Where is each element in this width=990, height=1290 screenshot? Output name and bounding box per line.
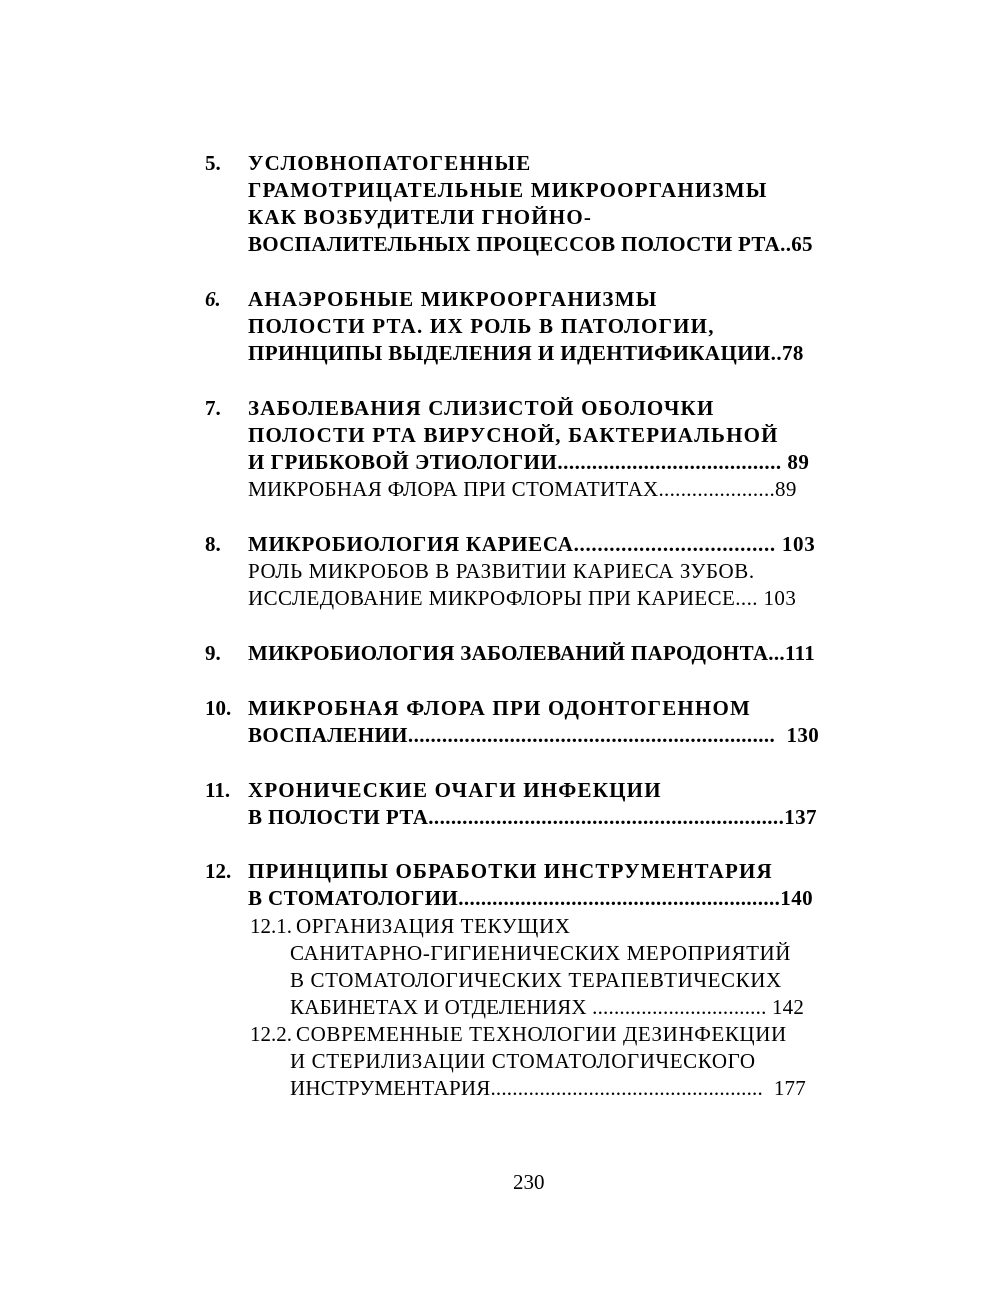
- entry-number: 9.: [205, 641, 221, 665]
- entry-title-line: МИКРОБНАЯ ФЛОРА ПРИ ОДОНТОГЕННОМ: [248, 696, 752, 720]
- subsection-title-line: ОРГАНИЗАЦИЯ ТЕКУЩИХ: [296, 914, 571, 938]
- entry-title-line: ПРИНЦИПЫ ОБРАБОТКИ ИНСТРУМЕНТАРИЯ: [248, 859, 773, 883]
- entry-number: 12.: [205, 859, 232, 883]
- subsection-title-line: ИНСТРУМЕНТАРИЯ.................................................. 177: [290, 1076, 806, 1100]
- entry-number: 8.: [205, 532, 221, 556]
- subsection-title-line: И СТЕРИЛИЗАЦИИ СТОМАТОЛОГИЧЕСКОГО: [290, 1049, 756, 1073]
- subsection-title-line: СОВРЕМЕННЫЕ ТЕХНОЛОГИИ ДЕЗИНФЕКЦИИ: [296, 1022, 787, 1046]
- entry-subtitle-line: ИССЛЕДОВАНИЕ МИКРОФЛОРЫ ПРИ КАРИЕСЕ.... 103: [248, 586, 797, 610]
- subsection-number: 12.2.: [250, 1022, 292, 1046]
- subsection-title-line: САНИТАРНО-ГИГИЕНИЧЕСКИХ МЕРОПРИЯТИЙ: [290, 941, 792, 965]
- entry-title-line: В ПОЛОСТИ РТА...............................................................137: [248, 805, 817, 829]
- entry-title-line: УСЛОВНОПАТОГЕННЫЕ: [248, 151, 532, 175]
- entry-number: 5.: [205, 151, 221, 175]
- entry-title-line: ПРИНЦИПЫ ВЫДЕЛЕНИЯ И ИДЕНТИФИКАЦИИ..78: [248, 341, 804, 365]
- entry-title-line: ПОЛОСТИ РТА. ИХ РОЛЬ В ПАТОЛОГИИ,: [248, 314, 715, 338]
- entry-subtitle-line: МИКРОБНАЯ ФЛОРА ПРИ СТОМАТИТАХ.....................89: [248, 477, 797, 501]
- page-number: 230: [513, 1170, 545, 1194]
- entry-title-line: КАК ВОЗБУДИТЕЛИ ГНОЙНО-: [248, 205, 593, 229]
- entry-title-line: ВОСПАЛЕНИИ................................................................. 130: [248, 723, 820, 747]
- entry-title-line: АНАЭРОБНЫЕ МИКРООРГАНИЗМЫ: [248, 287, 658, 311]
- entry-title-line: МИКРОБИОЛОГИЯ КАРИЕСА.................................. 103: [248, 532, 816, 556]
- entry-title-line: ПОЛОСТИ РТА ВИРУСНОЙ, БАКТЕРИАЛЬНОЙ: [248, 423, 779, 447]
- subsection-title-line: КАБИНЕТАХ И ОТДЕЛЕНИЯХ ................................ 142: [290, 995, 805, 1019]
- entry-title-line: ГРАМОТРИЦАТЕЛЬНЫЕ МИКРООРГАНИЗМЫ: [248, 178, 768, 202]
- entry-number: 6.: [205, 287, 221, 311]
- entry-subtitle-line: РОЛЬ МИКРОБОВ В РАЗВИТИИ КАРИЕСА ЗУБОВ.: [248, 559, 755, 583]
- entry-title-line: В СТОМАТОЛОГИИ.........................................................140: [248, 886, 814, 910]
- entry-number: 10.: [205, 696, 232, 720]
- entry-title-line: ВОСПАЛИТЕЛЬНЫХ ПРОЦЕССОВ ПОЛОСТИ РТА..65: [248, 232, 813, 256]
- subsection-number: 12.1.: [250, 914, 292, 938]
- entry-title-line: И ГРИБКОВОЙ ЭТИОЛОГИИ....................................... 89: [248, 450, 810, 474]
- entry-number: 7.: [205, 396, 221, 420]
- entry-title-line: ЗАБОЛЕВАНИЯ СЛИЗИСТОЙ ОБОЛОЧКИ: [248, 396, 715, 420]
- entry-title-line: МИКРОБИОЛОГИЯ ЗАБОЛЕВАНИЙ ПАРОДОНТА...111: [248, 641, 816, 665]
- subsection-title-line: В СТОМАТОЛОГИЧЕСКИХ ТЕРАПЕВТИЧЕСКИХ: [290, 968, 782, 992]
- entry-number: 11.: [205, 778, 231, 802]
- entry-title-line: ХРОНИЧЕСКИЕ ОЧАГИ ИНФЕКЦИИ: [248, 778, 662, 802]
